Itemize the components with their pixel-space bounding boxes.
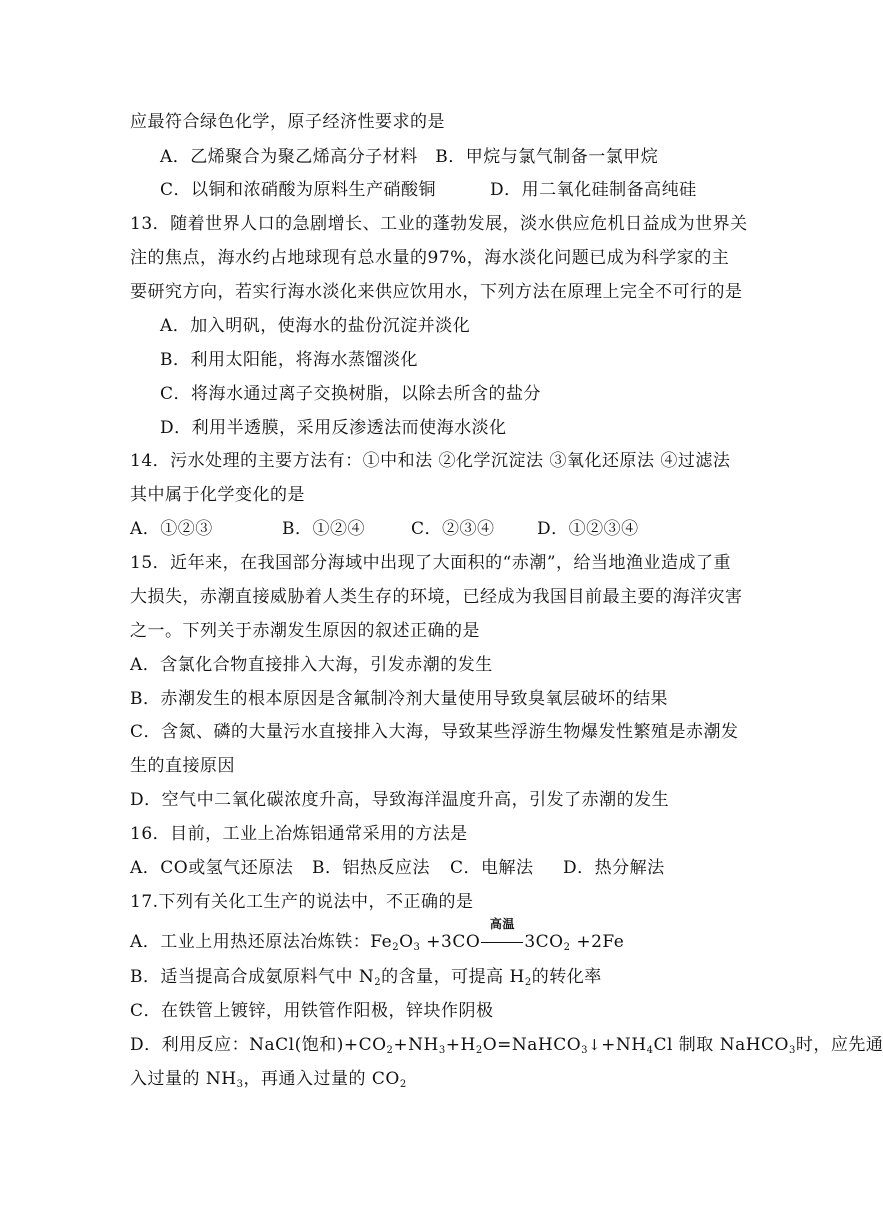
q13-option-d: D．利用半透膜，采用反渗透法而使海水淡化 xyxy=(160,418,507,438)
subscript: 3 xyxy=(438,1045,446,1056)
subscript: 3 xyxy=(581,1045,589,1056)
precipitate-arrow: ↓ xyxy=(588,1036,602,1054)
q14-option-a: A．①②③ xyxy=(130,519,213,539)
q14-stem-line2: 其中属于化学变化的是 xyxy=(130,485,305,505)
q16-option-d: D．热分解法 xyxy=(563,858,665,878)
q14-option-c: C．②③④ xyxy=(411,519,495,539)
formula-fe: Fe xyxy=(370,932,393,952)
q17-option-d-line2 xyxy=(130,1067,407,1097)
subscript: 3 xyxy=(789,1045,796,1056)
q16-option-a: A．CO或氢气还原法 xyxy=(130,858,294,878)
q12-option-d: D．用二氧化硅制备高纯硅 xyxy=(490,180,697,200)
text: D．利用反应：NaCl(饱和)+CO xyxy=(130,1035,387,1055)
q15-option-d: D．空气中二氧化碳浓度升高，导致海洋温度升高，引发了赤潮的发生 xyxy=(130,790,670,810)
subscript: 2 xyxy=(392,942,400,953)
q13-option-b: B．利用太阳能，将海水蒸馏淡化 xyxy=(160,350,418,370)
q15-option-a: A．含氯化合物直接排入大海，引发赤潮的发生 xyxy=(130,655,493,675)
text: +NH xyxy=(393,1035,439,1055)
text: 时，应先通 xyxy=(795,1035,883,1055)
q15-option-c-line1: C．含氮、磷的大量污水直接排入大海，导致某些浮游生物爆发性繁殖是赤潮发 xyxy=(130,722,739,742)
formula-co: +3CO xyxy=(420,932,481,952)
q12-option-c: C．以铜和浓硝酸为原料生产硝酸铜 xyxy=(160,180,437,200)
q17-option-b-text3: 的转化率 xyxy=(531,967,602,987)
text: 入过量的 NH xyxy=(130,1069,237,1089)
q15-option-b: B．赤潮发生的根本原因是含氟制冷剂大量使用导致臭氧层破坏的结果 xyxy=(130,689,668,709)
equals-bar xyxy=(481,942,523,943)
q15-stem-line2: 大损失，赤潮直接威胁着人类生存的环境，已经成为我国目前最主要的海洋灾害 xyxy=(130,587,743,607)
q17-option-b-text1: B．适当提高合成氨原料气中 N xyxy=(130,967,375,987)
reaction-condition xyxy=(481,917,523,954)
q17-option-c: C．在铁管上镀锌，用铁管作阳极，锌块作阴极 xyxy=(130,1001,494,1021)
q17-option-b-text2: 的含量，可提高 H xyxy=(381,967,525,987)
q17-stem: 17.下列有关化工生产的说法中，不正确的是 xyxy=(130,892,474,912)
subscript: 2 xyxy=(524,977,532,988)
q17-option-a-text: A．工业上用热还原法冶炼铁： xyxy=(130,932,371,952)
condition-label: 高温 xyxy=(489,917,515,931)
q16-option-b: B．铝热反应法 xyxy=(312,858,430,878)
subscript: 2 xyxy=(475,1045,483,1056)
subscript: 4 xyxy=(646,1045,654,1056)
subscript: 3 xyxy=(413,942,421,953)
text: +H xyxy=(445,1035,476,1055)
subscript: 3 xyxy=(236,1079,244,1090)
subscript: 2 xyxy=(374,977,382,988)
q16-option-c: C．电解法 xyxy=(450,858,534,878)
formula-o: O xyxy=(399,932,414,952)
q13-option-c: C．将海水通过离子交换树脂，以除去所含的盐分 xyxy=(160,384,542,404)
text: ，再通入过量的 CO xyxy=(243,1069,400,1089)
q15-stem-line1: 15．近年来，在我国部分海域中出现了大面积的“赤潮”，给当地渔业造成了重 xyxy=(130,553,732,573)
q12-stem-end: 应最符合绿色化学，原子经济性要求的是 xyxy=(130,112,445,132)
text: Cl 制取 NaHCO xyxy=(653,1035,789,1055)
subscript: 2 xyxy=(386,1045,394,1056)
text: +NH xyxy=(601,1035,647,1055)
subscript: 2 xyxy=(563,942,571,953)
q17-option-b xyxy=(130,965,602,995)
q16-stem: 16．目前，工业上冶炼铝通常采用的方法是 xyxy=(130,824,468,844)
q15-stem-line3: 之一。下列关于赤潮发生原因的叙述正确的是 xyxy=(130,621,480,641)
q12-options-ab: A．乙烯聚合为聚乙烯高分子材料 B．甲烷与氯气制备一氯甲烷 xyxy=(160,147,659,167)
q14-option-d: D．①②③④ xyxy=(537,519,639,539)
q13-stem-line2: 注的焦点，海水约占地球现有总水量的97%，海水淡化问题已成为科学家的主 xyxy=(130,248,730,268)
q13-option-a: A．加入明矾，使海水的盐份沉淀并淡化 xyxy=(160,316,471,336)
text: O=NaHCO xyxy=(482,1035,582,1055)
q15-option-c-line2: 生的直接原因 xyxy=(130,756,235,776)
q13-stem-line1: 13．随着世界人口的急剧增长、工业的蓬勃发展，淡水供应危机日益成为世界关 xyxy=(130,214,748,234)
q14-stem-line1: 14．污水处理的主要方法有：①中和法 ②化学沉淀法 ③氧化还原法 ④过滤法 xyxy=(130,451,731,471)
formula-co2: 3CO xyxy=(524,932,564,952)
q17-option-a xyxy=(130,917,625,960)
subscript: 2 xyxy=(399,1079,407,1090)
q17-option-d-line1 xyxy=(130,1033,883,1063)
q14-option-b: B．①②④ xyxy=(282,519,365,539)
formula-fe-product: +2Fe xyxy=(570,932,625,952)
q13-stem-line3: 要研究方向，若实行海水淡化来供应饮用水，下列方法在原理上完全不可行的是 xyxy=(130,282,743,302)
